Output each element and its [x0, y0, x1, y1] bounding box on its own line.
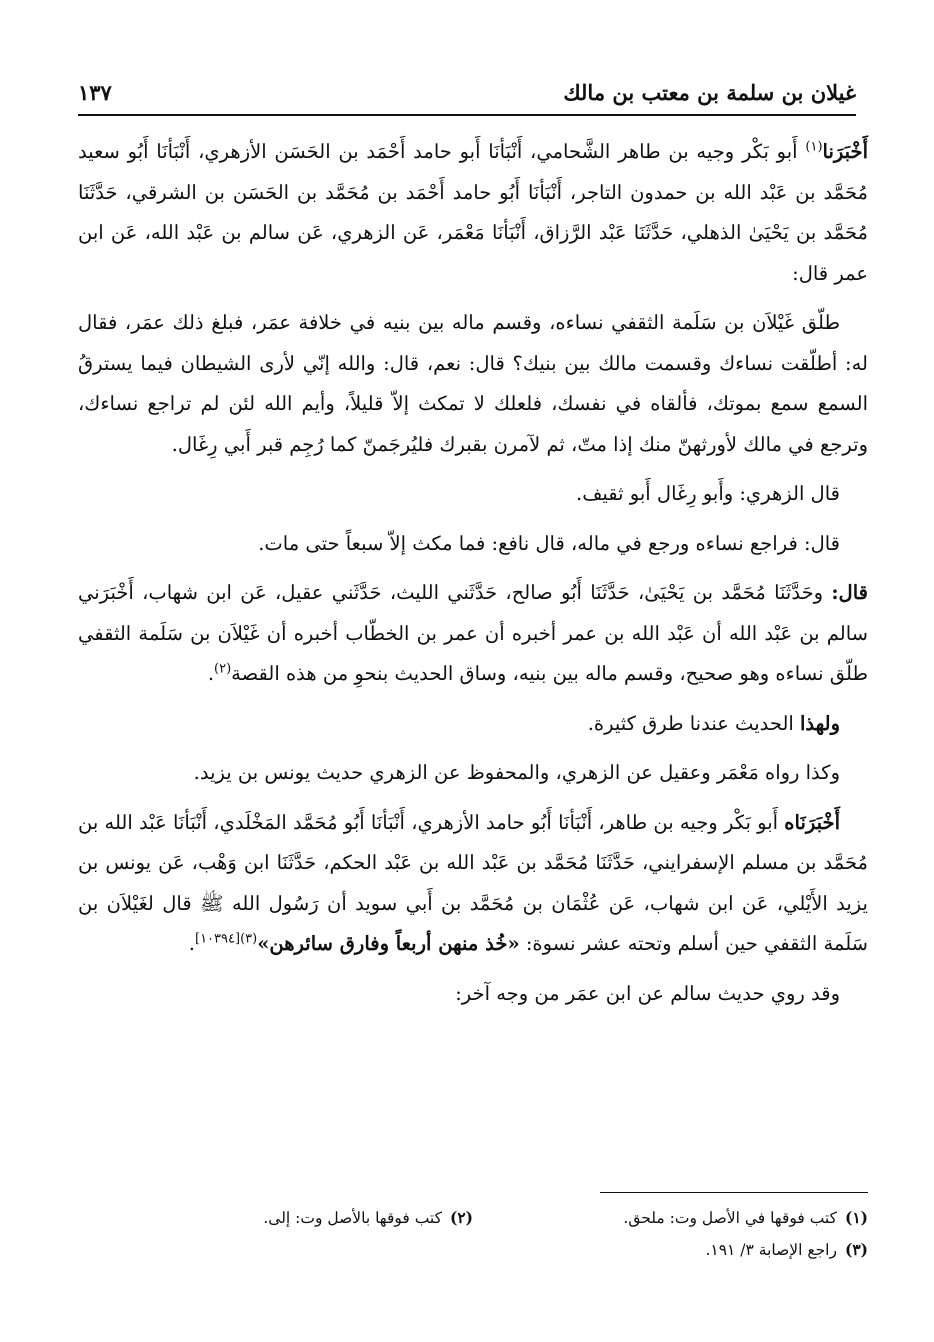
footnote-number: (١): [844, 1208, 868, 1227]
running-title: غيلان بن سلمة بن معتب بن مالك: [563, 79, 856, 105]
paragraph-tail: .: [207, 662, 215, 685]
paragraph-lead: أَخْبَرَنا: [822, 140, 868, 163]
paragraph-5: [78, 573, 868, 695]
paragraph-lead: أَخْبَرَنَاه: [784, 810, 840, 834]
footnote-text: كتب فوقها في الأصل وت: ملحق.: [623, 1209, 837, 1227]
footnote-2: [78, 1202, 473, 1234]
paragraph-2: [78, 303, 868, 465]
paragraph-text: وكذا رواه مَعْمَر وعقيل عن الزهري، والمحفوظ عن الزهري حديث يونس بن يزيد.: [193, 761, 840, 784]
footnote-number: (٢): [449, 1208, 473, 1227]
paragraph-text: الحديث عندنا طرق كثيرة.: [587, 711, 800, 735]
footnote-3: [473, 1234, 868, 1266]
paragraph-3: [78, 474, 868, 515]
footnote-ref-3: (٣)[١٠٣٩٤]: [195, 931, 258, 947]
paragraph-text: قال الزهري: وأَبو رِغَال أَبو ثقيف.: [576, 482, 840, 505]
paragraph-lead: قال:: [831, 581, 868, 604]
paragraph-text: أَبو بَكْر وجيه بن طاهر، أَنْبَأنَا أَبُو حامد الأزهري، أَنْبَأنَا أَبُو مُحَمَّد المَخْلَدي، أَنْبَأنَا عَبْد الله بن مُحَمَّد بن مسلم الإسفرايني، حَدَّثَنَا مُحَمَّد بن عَبْد الله بن عَبْد الحكم، حَدَّثَنَا ابن وَهْب، عَن يونس بن يزيد الأَيْلي، عَن ابن شهاب، عَن عُثْمَان بن مُحَمَّد بن أَبي سويد أن رَسُول الله ﷺ قال لغَيْلاَن بن سَلَمة الثقفي حين أسلم وتحته عشر نسوة:: [78, 810, 868, 955]
footnote-number: (٣): [844, 1240, 868, 1259]
paragraph-tail: .: [188, 932, 195, 955]
footnote-1: [473, 1202, 868, 1234]
paragraph-text: وحَدَّثَنَا مُحَمَّد بن يَحْيَىٰ، حَدَّثَنَا أَبُو صالح، حَدَّثَني الليث، حَدَّثَني عقيل، عَن ابن شهاب، أَخْبَرَني سالم بن عَبْد الله أن عَبْد الله بن عمر أخبره أن عمر بن الخطّاب أخبره أن غَيْلاَن بن سَلَمة الثقفي طلّق نساءه وهو صحيح، وقسم ماله بين بنيه، وساق الحديث بنحوِ من هذه القصة: [78, 581, 868, 685]
hadith-quote: «خُذ منهن أربعاً وفارق سائرهن»: [257, 932, 520, 955]
paragraph-lead: ولهذا: [800, 711, 840, 735]
footnote-ref-1: (١): [805, 139, 823, 155]
footnote-ref-2: (٢): [214, 661, 232, 677]
paragraph-9: [78, 974, 868, 1015]
paragraph-7: [78, 753, 868, 794]
paragraph-1: [78, 132, 868, 294]
paragraph-text: طلّق غَيْلاَن بن سَلَمة الثقفي نساءه، وقسم ماله بين بنيه في خلافة عمَر، فبلغ ذلك عمَر، فقال له: أطلّقت نساءك وقسمت مالك بين بنيك؟ قال: نعم، قال: والله إنّي لأرى الشيطان فيما يسترقُ السمع سمع بموتك، فألقاه في نفسك، فلعلك لا تمكث إلاّ قليلاً، وأيم الله لئن لم تراجع نساءك، وترجع في مالك لأورثهنّ منك إذا متّ، ثم لآمرن بقبرك فليُرجَمنّ كما رُجِم قبر أَبي رِغَال.: [78, 311, 868, 456]
paragraph-8: [78, 803, 868, 965]
paragraph-4: [78, 524, 868, 565]
footnote-text: كتب فوقها بالأصل وت: إلى.: [263, 1209, 442, 1227]
paragraph-text: وقد روي حديث سالم عن ابن عمَر من وجه آخر:: [455, 981, 840, 1005]
footnotes: [78, 1202, 868, 1266]
main-text: [78, 132, 868, 1023]
paragraph-text: قال: فراجع نساءه ورجع في ماله، قال نافع: فما مكث إلاّ سبعاً حتى مات.: [258, 531, 840, 555]
footnote-text: راجع الإصابة ٣/ ١٩١.: [705, 1241, 837, 1259]
page-number: ١٣٧: [78, 79, 112, 105]
page-header: [78, 70, 856, 116]
paragraph-6: [78, 704, 868, 745]
footnote-row: [78, 1234, 868, 1266]
footnote-separator: [600, 1192, 868, 1193]
footnote-row: [78, 1202, 868, 1234]
paragraph-text: أَبو بَكْر وجيه بن طاهر الشَّحامي، أَنْبَأنَا أَبو حامد أَحْمَد بن الحَسَن الأزهري، أَنْبَأنَا أَبُو سعيد مُحَمَّد بن عَبْد الله بن حمدون التاجر، أَنْبَأنَا أَبُو حامد أَحْمَد بن مُحَمَّد بن الحَسَن بن الشرقي، حَدَّثَنَا مُحَمَّد بن يَحْيَىٰ الذهلي، حَدَّثَنَا عَبْد الرَّزاق، أَنْبَأنَا مَعْمَر، عَن الزهري، عَن سالم بن عَبْد الله، عَن ابن عمر قال:: [78, 140, 868, 285]
